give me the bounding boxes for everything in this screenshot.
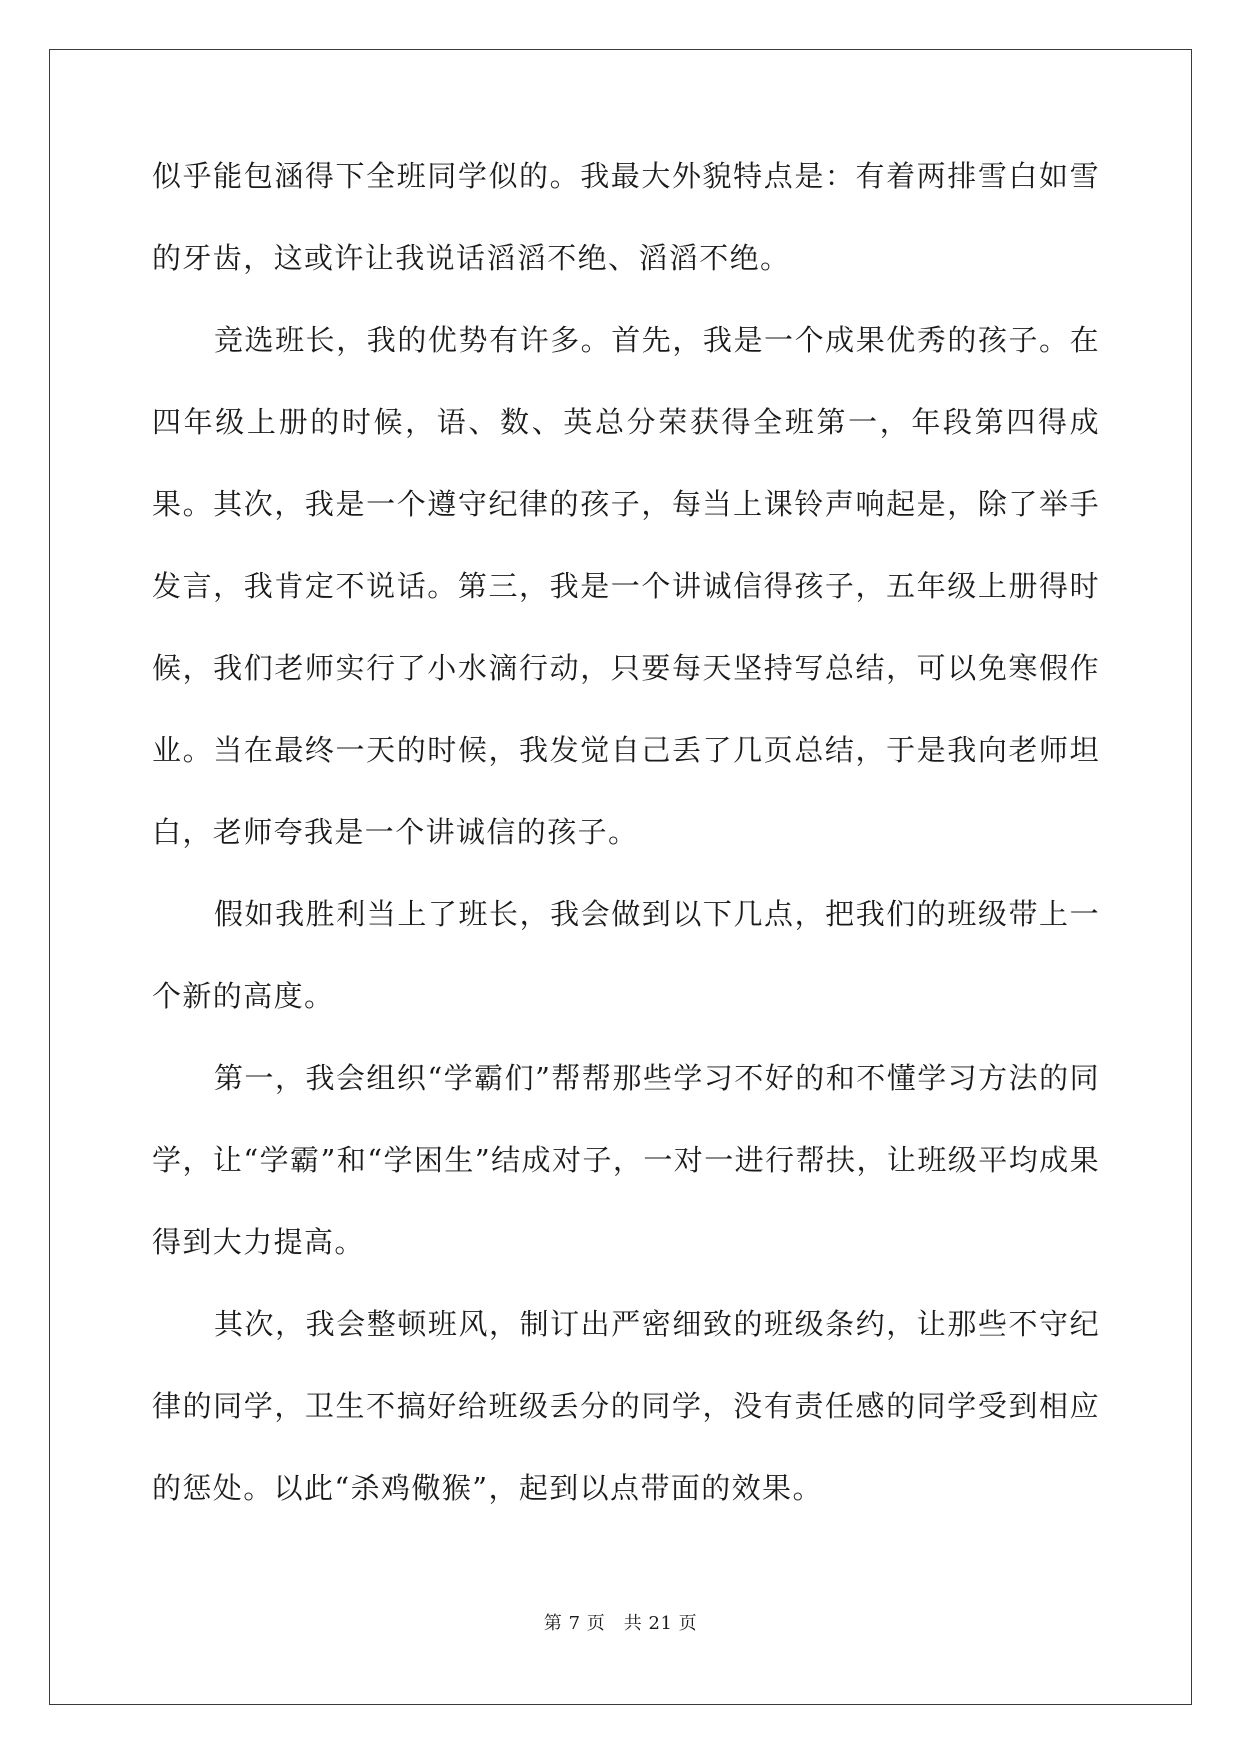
paragraph-2: 竞选班长，我的优势有许多。首先，我是一个成果优秀的孩子。在四年级上册的时候，语、数、英总分荣获得全班第一，年段第四得成果。其次，我是一个遵守纪律的孩子，每当上课铃声响起是，除了举手发言，我肯定不说话。第三，我是一个讲诚信得孩子，五年级上册得时候，我们老师实行了小水滴行动，只要每天坚持写总结，可以免寒假作业。当在最终一天的时候，我发觉自己丢了几页总结，于是我向老师坦白，老师夸我是一个讲诚信的孩子。 xyxy=(152,323,1100,849)
paragraph-5: 其次，我会整顿班风，制订出严密细致的班级条约，让那些不守纪律的同学，卫生不搞好给班级丢分的同学，没有责任感的同学受到相应的惩处。以此“杀鸡儆猴”，起到以点带面的效果。 xyxy=(152,1307,1100,1505)
document-body xyxy=(152,160,1100,1529)
paragraph-4: 第一，我会组织“学霸们”帮帮那些学习不好的和不懂学习方法的同学，让“学霸”和“学困生”结成对子，一对一进行帮扶，让班级平均成果得到大力提高。 xyxy=(152,1061,1100,1259)
page-number-footer: 第 7 页 共 21 页 xyxy=(543,1613,698,1634)
paragraph-3: 假如我胜利当上了班长，我会做到以下几点，把我们的班级带上一个新的高度。 xyxy=(152,897,1100,1013)
paragraph-1: 似乎能包涵得下全班同学似的。我最大外貌特点是：有着两排雪白如雪的牙齿，这或许让我说话滔滔不绝、滔滔不绝。 xyxy=(152,159,1100,275)
